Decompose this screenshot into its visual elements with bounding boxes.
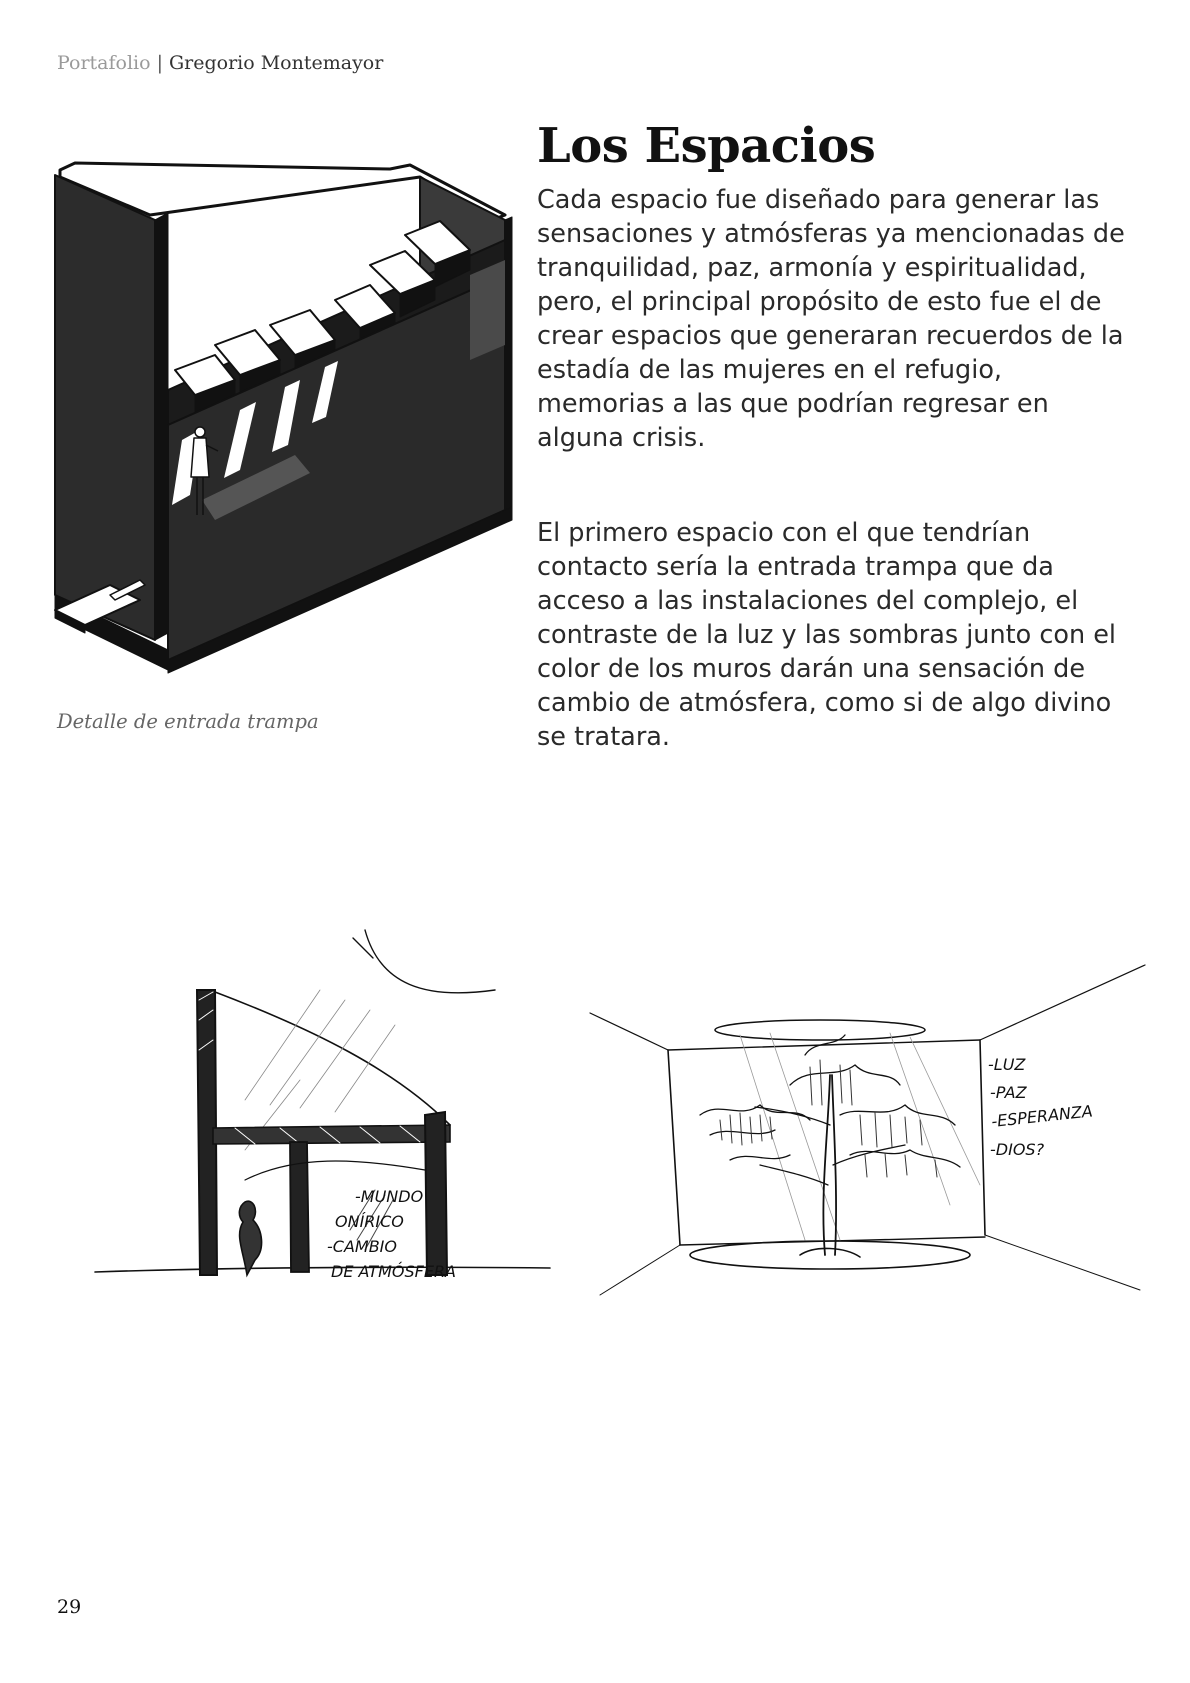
running-header: [57, 52, 383, 74]
page-number: 29: [57, 1596, 82, 1618]
paragraph-2: El primero espacio con el que tendrían contacto sería la entrada trampa que da acceso a las instalaciones del complejo, el contraste de la luz y las sombras junto con el color de los muros darán una sensación de cambio de atmósfera, como si de algo divino se tratara.: [537, 518, 1116, 752]
header-author: Gregorio Montemayor: [168, 52, 384, 74]
sketch-left-note-3: -CAMBIO: [327, 1237, 397, 1256]
figure-caption: Detalle de entrada trampa: [57, 710, 319, 733]
isometric-entrance-drawing: [50, 155, 510, 685]
page-title: Los Espacios: [537, 118, 876, 174]
sketch-right-note-1: -LUZ: [988, 1055, 1026, 1074]
paragraph-1: Cada espacio fue diseñado para generar las sensaciones y atmósferas ya mencionadas de tranquilidad, paz, armonía y espiritualidad, pero, el principal propósito de esto fue el de crear espacios que generaran recuerdos de la estadía de las mujeres en el refugio, memorias a las que podrían regresar en alguna crisis.: [537, 185, 1125, 453]
header-separator: |: [156, 52, 163, 74]
sketch-left-note-1: -MUNDO: [355, 1187, 424, 1206]
sketch-left-note-4: DE ATMÓSFERA: [331, 1262, 456, 1281]
sketch-right-note-2: -PAZ: [990, 1083, 1027, 1102]
sketch-left-note-2: ONÍRICO: [335, 1212, 404, 1231]
sketch-interior-tree: [590, 955, 1150, 1285]
sketch-right-note-4: -DIOS?: [990, 1140, 1045, 1159]
header-section: Portafolio: [57, 52, 151, 74]
sketch-entrance-section: [95, 930, 565, 1310]
sketch-right-note-3: -ESPERANZA: [990, 1101, 1094, 1131]
